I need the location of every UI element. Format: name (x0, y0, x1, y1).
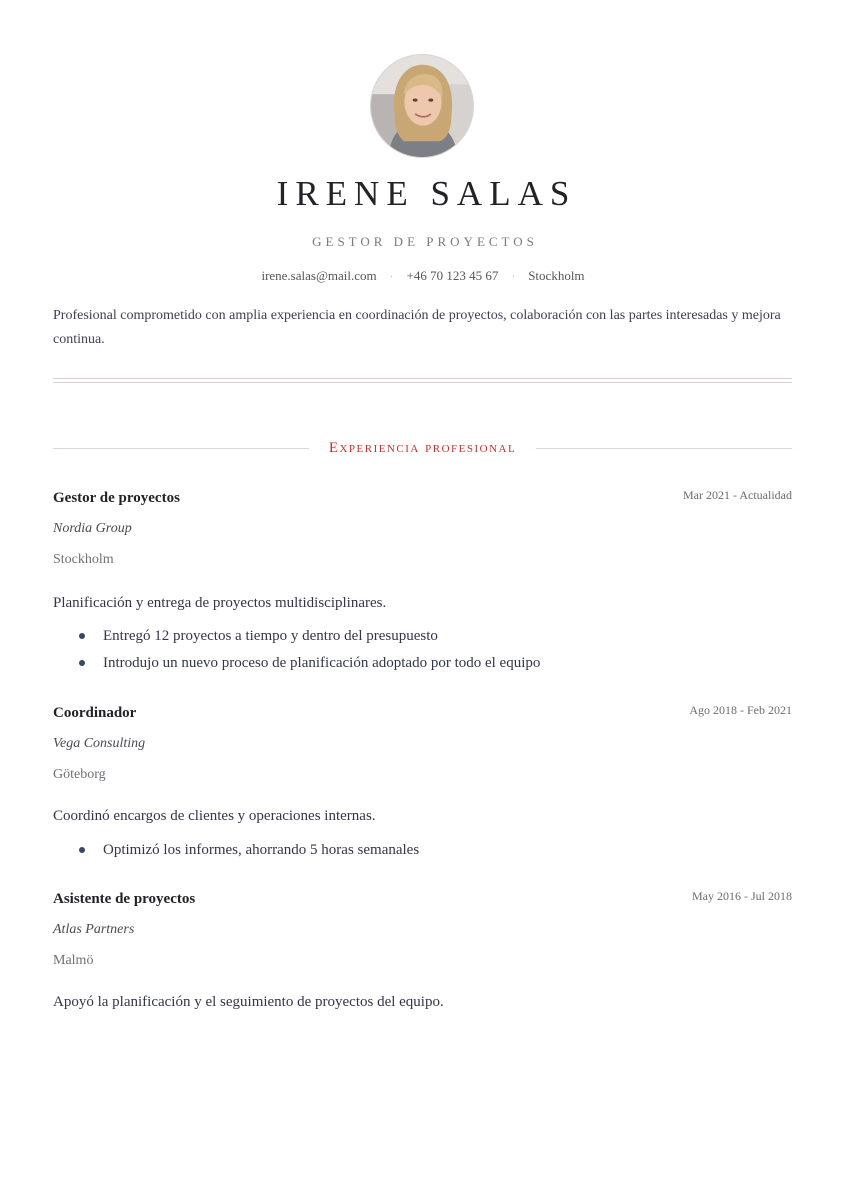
phone-text: +46 70 123 45 67 (406, 268, 499, 283)
job-entry (53, 705, 792, 870)
portrait-image (371, 55, 473, 157)
job-achievements (53, 840, 419, 867)
bullet-dot-icon (79, 847, 85, 853)
achievement-item (53, 840, 419, 867)
job-company: Atlas Partners (53, 922, 135, 937)
achievement-text: Introdujo un nuevo proceso de planificación adoptado por todo el equipo (103, 655, 541, 671)
achievement-text: Optimizó los informes, ahorrando 5 horas semanales (103, 842, 420, 858)
job-entry (53, 490, 792, 680)
contact-separator: · (389, 272, 394, 283)
job-date: Ago 2018 - Feb 2021 (689, 703, 792, 717)
email-text: irene.salas@mail.com (261, 268, 377, 283)
section-rule-left (53, 448, 309, 449)
job-city: Stockholm (53, 552, 114, 567)
bullet-dot-icon (79, 660, 85, 666)
job-achievements (53, 626, 540, 680)
job-city: Malmö (53, 953, 94, 968)
job-company: Vega Consulting (53, 736, 146, 751)
candidate-name: IRENE SALAS (276, 174, 577, 213)
job-title: Gestor de proyectos (53, 490, 180, 506)
contact-separator: · (511, 272, 515, 283)
job-title: Asistente de proyectos (53, 891, 196, 907)
city-text: Stockholm (528, 268, 585, 283)
job-description: Coordinó encargos de clientes y operaciones internas. (53, 808, 376, 824)
job-description: Planificación y entrega de proyectos multidisciplinares. (53, 595, 387, 611)
job-description: Apoyó la planificación y el seguimiento de proyectos del equipo. (53, 994, 444, 1010)
job-title: Coordinador (53, 705, 137, 721)
experience-section-header (53, 440, 792, 457)
job-company: Nordia Group (53, 521, 132, 536)
job-date: May 2016 - Jul 2018 (692, 889, 792, 903)
job-date: Mar 2021 - Actualidad (683, 488, 792, 502)
header-divider (53, 378, 792, 383)
candidate-role: GESTOR DE PROYECTOS (312, 234, 538, 249)
job-city: Göteborg (53, 767, 106, 782)
achievement-item (53, 653, 540, 680)
section-title: Experiencia profesional (328, 440, 517, 456)
profile-photo (370, 54, 474, 158)
job-entry (53, 891, 792, 1021)
profile-summary: Profesional comprometido con amplia experiencia en coordinación de proyectos, colaboración con las partes interesadas y mejora continua. (53, 308, 781, 347)
section-rule-right (536, 448, 792, 449)
achievement-item (53, 626, 540, 653)
contact-line (0, 268, 846, 284)
achievement-text: Entregó 12 proyectos a tiempo y dentro del presupuesto (103, 628, 438, 644)
bullet-dot-icon (79, 633, 85, 639)
